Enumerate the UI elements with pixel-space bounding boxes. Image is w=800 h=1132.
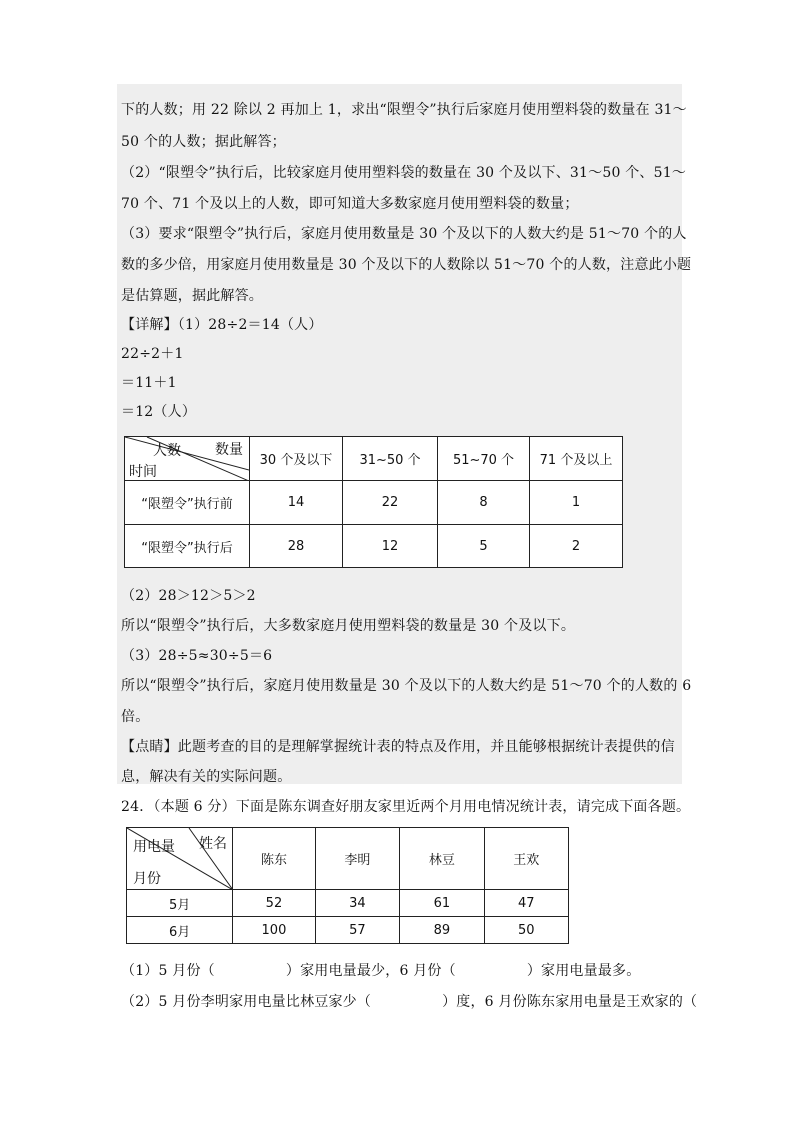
solution-line: 50 个的人数；据此解答；	[121, 134, 286, 150]
solution-line: 下的人数；用 22 除以 2 再加上 1，求出“限塑令”执行后家庭月使用塑料袋的数量在 31～	[121, 102, 687, 118]
table-corner-header	[127, 828, 233, 890]
conclusion-line: 所以“限塑令”执行后，大多数家庭月使用塑料袋的数量是 30 个及以下。	[121, 618, 576, 634]
row-header: “限塑令”执行后	[125, 525, 250, 568]
table-cell: 5	[438, 525, 530, 568]
solution-detail-heading: 【详解】（1）28÷2＝14（人）	[121, 317, 323, 333]
column-header: 林豆	[400, 828, 484, 890]
solution-line: （3）要求“限塑令”执行后，家庭月使用数量是 30 个及以下的人数大约是 51～70 个的人	[121, 226, 687, 242]
table-cell: 8	[438, 481, 530, 525]
table-cell: 14	[250, 481, 343, 525]
table-cell: 100	[233, 917, 316, 944]
table-cell: 1	[530, 481, 623, 525]
column-header: 陈东	[233, 828, 316, 890]
corner-label-quantity: 数量	[215, 442, 243, 458]
comment-line: 【点睛】此题考查的目的是理解掌握统计表的特点及作用，并且能够根据统计表提供的信	[121, 739, 675, 755]
conclusion-line: 倍。	[121, 709, 150, 725]
table-cell: 61	[400, 890, 484, 917]
table-cell: 47	[484, 890, 568, 917]
column-header: 31~50 个	[343, 437, 438, 481]
conclusion-line: 所以“限塑令”执行后，家庭月使用数量是 30 个及以下的人数大约是 51～70 个的人数的 6	[121, 678, 692, 694]
question-24-part-1: （1）5 月份（ ）家用电量最少，6 月份（ ）家用电量最多。	[121, 963, 641, 979]
corner-label-usage: 用电量	[133, 839, 175, 855]
table-cell: 28	[250, 525, 343, 568]
column-header: 李明	[315, 828, 399, 890]
corner-label-name: 姓名	[199, 836, 227, 852]
table-cell: 34	[315, 890, 399, 917]
comparison-line: （2）28＞12＞5＞2	[121, 588, 256, 604]
table-row	[125, 481, 623, 525]
table-cell: 89	[400, 917, 484, 944]
table-row	[127, 890, 569, 917]
column-header: 王欢	[484, 828, 568, 890]
table-cell: 50	[484, 917, 568, 944]
table-cell: 2	[530, 525, 623, 568]
table-cell: 12	[343, 525, 438, 568]
table-cell: 57	[315, 917, 399, 944]
comment-line: 息，解决有关的实际问题。	[121, 769, 292, 785]
column-header: 71 个及以上	[530, 437, 623, 481]
table-row	[127, 917, 569, 944]
column-header: 51~70 个	[438, 437, 530, 481]
table-cell: 22	[343, 481, 438, 525]
table-corner-header	[125, 437, 250, 481]
calculation-line: （3）28÷5≈30÷5＝6	[121, 648, 273, 664]
solution-line: 70 个、71 个及以上的人数，即可知道大多数家庭月使用塑料袋的数量；	[121, 196, 579, 212]
corner-label-count: 人数	[153, 443, 181, 459]
question-24-part-2: （2）5 月份李明家用电量比林豆家少（ ）度，6 月份陈东家用电量是王欢家的（	[121, 994, 698, 1010]
calculation-line: ＝11＋1	[121, 375, 177, 391]
row-header: 6月	[127, 917, 233, 944]
corner-label-time: 时间	[129, 464, 157, 480]
table-row	[125, 525, 623, 568]
row-header: “限塑令”执行前	[125, 481, 250, 525]
corner-label-month: 月份	[133, 871, 161, 887]
solution-line: （2）“限塑令”执行后，比较家庭月使用塑料袋的数量在 30 个及以下、31～50 个、51～	[121, 165, 687, 181]
question-24-prompt: 24．（本题 6 分）下面是陈东调查好朋友家里近两个月用电情况统计表，请完成下面各题。	[121, 799, 691, 815]
calculation-line: 22÷2＋1	[121, 346, 184, 362]
row-header: 5月	[127, 890, 233, 917]
plastic-bag-table	[124, 436, 623, 568]
calculation-line: ＝12（人）	[121, 404, 197, 420]
solution-line: 数的多少倍，用家庭月使用数量是 30 个及以下的人数除以 51～70 个的人数，注意此小题	[121, 257, 692, 273]
table-cell: 52	[233, 890, 316, 917]
column-header: 30 个及以下	[250, 437, 343, 481]
electricity-usage-table	[126, 827, 569, 944]
solution-line: 是估算题，据此解答。	[121, 288, 263, 304]
